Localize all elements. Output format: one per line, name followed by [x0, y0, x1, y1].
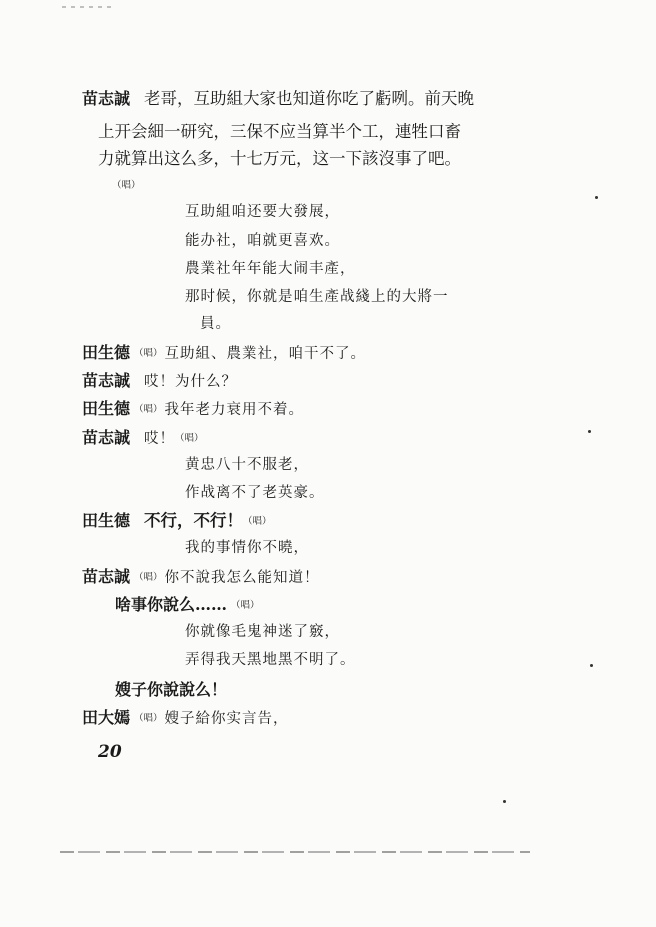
scan-speck	[590, 664, 593, 667]
scan-speck	[595, 196, 598, 199]
speaker-name: 田生德	[82, 343, 131, 362]
dialogue-line	[82, 710, 289, 727]
speech-text: 不行，不行！	[144, 511, 244, 530]
stage-direction: （唱）	[243, 516, 272, 527]
speaker-name: 苗志誠	[82, 428, 131, 447]
speaker-name: 田大嫣	[82, 708, 131, 727]
speech-text: 啥事你說么……	[115, 595, 228, 614]
speech-text: 嫂子給你实言告，	[164, 711, 289, 727]
speech-text: 嫂子你說說么！	[115, 680, 228, 699]
verse-line: 你就像毛鬼神迷了竅，	[185, 624, 340, 640]
speech-text: 哎！为什么？	[144, 374, 238, 390]
dialogue-continuation	[98, 151, 461, 168]
stage-direction: （唱）	[134, 404, 163, 415]
verse-line: 員。	[200, 316, 231, 332]
dialogue-line	[82, 513, 274, 530]
speaker-name: 苗志誠	[82, 89, 131, 108]
verse-line: 作战离不了老英豪。	[185, 485, 325, 501]
verse-line: 能办社，咱就更喜欢。	[185, 233, 340, 249]
speaker-name: 苗志誠	[82, 567, 131, 586]
stage-direction: （唱）	[175, 433, 204, 444]
page-number: 20	[98, 742, 122, 762]
stage-direction: （唱）	[231, 600, 260, 611]
scan-artifact-top	[62, 6, 112, 8]
verse-line: 農業社年年能大闹丰產，	[185, 261, 356, 277]
speaker-name: 田生德	[82, 511, 131, 530]
speech-text: 互助組、農業社，咱干不了。	[164, 346, 367, 362]
dialogue-line	[82, 430, 206, 447]
stage-direction: （唱）	[134, 572, 163, 583]
speech-text: 力就算出这么多，十七万元，这一下該沒事了吧。	[98, 149, 461, 168]
stage-direction: （唱）	[112, 180, 141, 191]
scan-speck	[588, 430, 591, 433]
verse-line: 那时候，你就是咱生產战綫上的大將一	[185, 289, 449, 305]
verse-line: 弄得我天黑地黑不明了。	[185, 652, 356, 668]
dialogue-continuation	[98, 124, 461, 141]
speech-text: 哎！	[144, 431, 176, 447]
stage-direction: （唱）	[134, 713, 163, 724]
dialogue-line	[82, 401, 304, 418]
speech-text: 你不說我怎么能知道！	[164, 570, 320, 586]
verse-line: 互助組咱还要大發展，	[185, 204, 340, 220]
scan-speck	[503, 800, 506, 803]
verse-line: 黄忠八十不服老，	[185, 457, 309, 473]
stage-direction: （唱）	[134, 348, 163, 359]
dialogue-line	[115, 597, 262, 613]
scan-artifact-bottom	[60, 851, 530, 853]
stage-direction-line	[112, 177, 143, 193]
dialogue-line	[82, 345, 366, 362]
dialogue-line	[82, 569, 320, 586]
speaker-name: 田生德	[82, 399, 131, 418]
speech-text: 我年老力衰用不着。	[164, 402, 305, 418]
dialogue-line	[115, 682, 241, 698]
speaker-name: 苗志誠	[82, 371, 131, 390]
verse-line: 我的事情你不曉，	[185, 540, 309, 556]
speech-text: 上开会細一研究，三保不应当算半个工，連牲口畜	[98, 122, 461, 141]
speech-text: 老哥，互助組大家也知道你吃了虧咧。前天晚	[144, 89, 475, 108]
dialogue-line	[82, 91, 474, 108]
dialogue-line	[82, 373, 237, 390]
